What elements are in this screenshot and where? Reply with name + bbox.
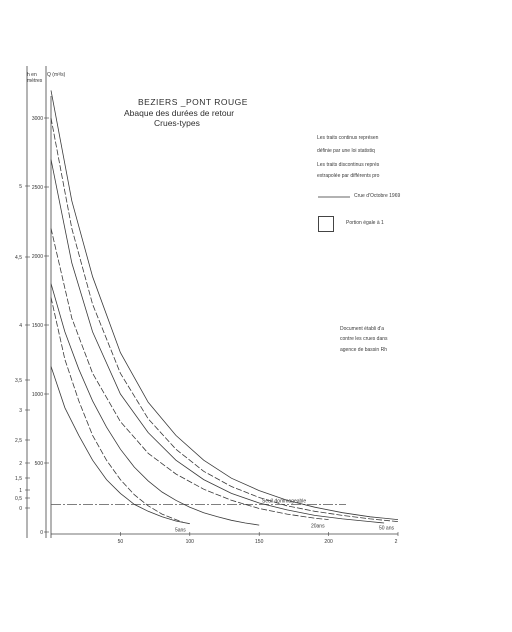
threshold-label: Seuil dommageable xyxy=(262,498,307,505)
source-note: contre les crues dans xyxy=(340,336,388,342)
y-axis-left-label xyxy=(27,72,42,84)
y-right-tick-label: 1500 xyxy=(31,323,43,329)
y-left-tick-label: 0,5 xyxy=(15,496,22,502)
x-tick-label: 2 xyxy=(394,539,398,545)
chart-subtitle: Abaque des durées de retour xyxy=(124,108,235,118)
series-label: 20ans xyxy=(310,523,325,530)
series-line xyxy=(51,366,190,523)
y-right-tick-label: 3000 xyxy=(31,116,43,122)
legend-note: Les traits continus représen xyxy=(317,135,379,141)
x-tick-label: 100 xyxy=(185,539,194,545)
y-axis-right-label: Q (m³/s) xyxy=(47,72,66,78)
y-left-tick-label: 1 xyxy=(19,488,22,494)
chart-subtitle: Crues-types xyxy=(154,118,200,128)
series-line xyxy=(51,297,183,522)
series-line xyxy=(51,90,401,519)
legend-note: Portion égale à 1 xyxy=(346,220,384,226)
y-left-tick-label: 4,5 xyxy=(15,255,22,261)
legend-note: Les traits discontinus représ xyxy=(317,162,380,168)
y-left-tick-label: 4 xyxy=(19,323,22,329)
legend-portion-box xyxy=(318,216,334,232)
source-note: agence de bassin Rh xyxy=(340,347,387,353)
y-right-tick-label: 0 xyxy=(40,530,43,536)
x-tick-label: 150 xyxy=(255,539,264,545)
y-left-tick-label: 3,5 xyxy=(15,378,22,384)
series-label: 5ans xyxy=(174,527,186,534)
y-right-tick-label: 1000 xyxy=(31,392,43,398)
x-tick-label: 200 xyxy=(324,539,333,545)
source-note: Document établi d'a xyxy=(340,326,385,332)
y-axis-left-label-line: mètres xyxy=(27,78,43,84)
series-line xyxy=(51,159,384,523)
y-right-tick-label: 2000 xyxy=(31,254,43,260)
chart-title: BEZIERS _PONT ROUGE xyxy=(138,97,248,107)
series-line xyxy=(51,228,329,519)
y-left-tick-label: 3 xyxy=(19,408,22,414)
y-left-tick-label: 5 xyxy=(19,184,22,190)
series-label: 50 ans xyxy=(378,525,394,532)
y-left-tick-label: 1,5 xyxy=(15,476,22,482)
series-line xyxy=(51,284,259,525)
legend-note: Crue d'Octobre 1969 xyxy=(354,193,401,199)
legend-note: extrapolée par différents pro xyxy=(317,173,380,179)
y-left-tick-label: 2,5 xyxy=(15,438,22,444)
y-left-tick-label: 2 xyxy=(19,461,22,467)
x-tick-label: 50 xyxy=(117,539,124,545)
y-axis-left-label-line: h en xyxy=(27,72,37,78)
y-left-tick-label: 0 xyxy=(19,506,22,512)
y-right-tick-label: 500 xyxy=(34,461,43,467)
legend-note: définie par une loi statistiq xyxy=(317,148,375,154)
y-right-tick-label: 2500 xyxy=(31,185,43,191)
